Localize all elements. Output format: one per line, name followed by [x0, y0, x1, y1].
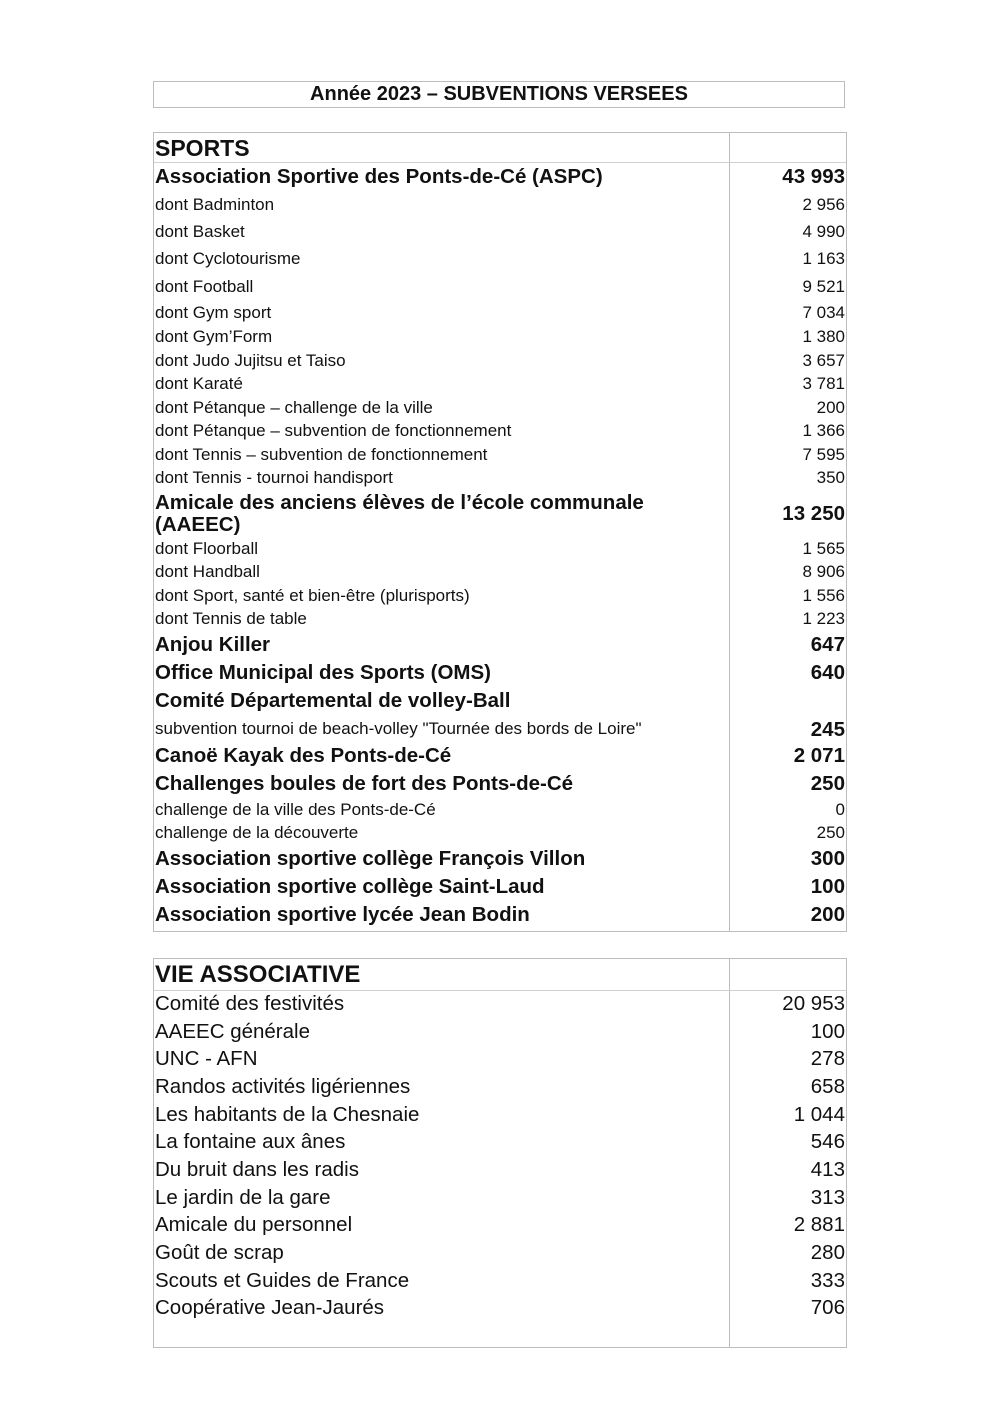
row-label: Randos activités ligériennes: [155, 1074, 411, 1098]
vie-associative-header-row: [153, 960, 847, 990]
association-row: [153, 770, 847, 798]
row-label: dont Basket: [155, 221, 245, 241]
row-amount: 413: [810, 1157, 845, 1181]
association-row: [153, 687, 847, 715]
association-row: [153, 1184, 847, 1212]
row-label: dont Gym sport: [155, 302, 272, 322]
row-amount: 278: [810, 1047, 845, 1071]
detail-row: [153, 608, 847, 632]
row-amount: 1 044: [793, 1102, 845, 1126]
row-label: dont Cyclotourisme: [155, 249, 301, 269]
association-row: [153, 1156, 847, 1184]
detail-row: [153, 798, 847, 822]
row-amount: 640: [810, 661, 845, 684]
association-row: [153, 742, 847, 770]
row-label: Association sportive lycée Jean Bodin: [155, 903, 530, 926]
row-label: Comité des festivités: [155, 991, 345, 1015]
row-amount: 1 380: [802, 326, 845, 346]
row-label: dont Karaté: [155, 374, 243, 394]
row-label: challenge de la découverte: [155, 823, 359, 843]
row-amount: 1 556: [802, 585, 845, 605]
row-label: Association sportive collège Saint-Laud: [155, 875, 545, 898]
row-amount: 100: [810, 875, 845, 898]
row-amount: 4 990: [802, 221, 845, 241]
row-amount: 350: [816, 468, 845, 488]
row-label: Scouts et Guides de France: [155, 1268, 410, 1292]
detail-row: [153, 561, 847, 585]
row-label: UNC - AFN: [155, 1047, 258, 1071]
row-amount: 280: [810, 1241, 845, 1265]
detail-row: [153, 246, 847, 274]
row-amount: 3 781: [802, 374, 845, 394]
row-label: Coopérative Jean-Jaurés: [155, 1296, 385, 1320]
row-amount: 1 565: [802, 538, 845, 558]
row-label: Challenges boules de fort des Ponts-de-Cé: [155, 772, 574, 795]
row-amount: 1 366: [802, 421, 845, 441]
vie-associative-header-amount: [729, 960, 847, 990]
row-label: dont Sport, santé et bien-être (plurisports): [155, 585, 470, 605]
row-label: challenge de la ville des Ponts-de-Cé: [155, 799, 436, 819]
row-amount: 546: [810, 1130, 845, 1154]
row-label: dont Tennis - tournoi handisport: [155, 468, 393, 488]
sports-table: [153, 133, 847, 929]
association-row: [153, 1018, 847, 1046]
row-label: Association Sportive des Ponts-de-Cé (ASPC): [155, 165, 603, 188]
row-amount: 9 521: [802, 276, 845, 296]
row-label: dont Pétanque – subvention de fonctionnement: [155, 421, 512, 441]
row-amount: 7 595: [802, 444, 845, 464]
detail-row: [153, 396, 847, 420]
detail-row: [153, 273, 847, 301]
association-row: [153, 631, 847, 659]
row-amount: 333: [810, 1268, 845, 1292]
row-amount: 200: [816, 397, 845, 417]
row-label: Goût de scrap: [155, 1241, 284, 1265]
row-amount: 250: [810, 772, 845, 795]
detail-row: [153, 218, 847, 246]
row-label: Association sportive collège François Villon: [155, 847, 586, 870]
row-amount: 3 657: [802, 350, 845, 370]
row-amount: 2 881: [793, 1213, 845, 1237]
vie-associative-header: VIE ASSOCIATIVE: [155, 961, 361, 988]
detail-row: [153, 467, 847, 491]
row-label: Comité Départemental de volley-Ball: [155, 689, 511, 712]
row-amount: 2 956: [802, 194, 845, 214]
row-amount: 100: [810, 1019, 845, 1043]
row-amount: 2 071: [793, 744, 845, 767]
association-row: [153, 1267, 847, 1295]
row-label: Amicale des anciens élèves de l’école communale (AAEEC): [155, 490, 644, 536]
detail-row: [153, 325, 847, 349]
association-row: [153, 1239, 847, 1267]
association-row: [153, 659, 847, 687]
association-row: [153, 163, 847, 191]
association-row: [153, 1128, 847, 1156]
row-label: subvention tournoi de beach-volley "Tournée des bords de Loire": [155, 718, 642, 738]
row-amount: 647: [810, 633, 845, 656]
association-row: [153, 873, 847, 901]
row-label: dont Gym’Form: [155, 326, 273, 346]
row-label: AAEEC générale: [155, 1019, 310, 1043]
association-row: [153, 901, 847, 929]
association-row: [153, 1045, 847, 1073]
row-amount: 245: [810, 718, 845, 741]
association-row: [153, 1212, 847, 1240]
row-label: dont Floorball: [155, 538, 259, 558]
row-amount: 1 163: [802, 249, 845, 269]
row-label: Le jardin de la gare: [155, 1185, 331, 1209]
detail-row: [153, 349, 847, 373]
detail-row: [153, 822, 847, 846]
association-row: [153, 1073, 847, 1101]
detail-row: [153, 301, 847, 325]
row-amount: 200: [810, 903, 845, 926]
row-amount: [729, 687, 847, 715]
row-label: Canoë Kayak des Ponts-de-Cé: [155, 744, 452, 767]
detail-row: [153, 191, 847, 218]
association-row: [153, 490, 847, 537]
detail-row: [153, 584, 847, 608]
row-label: dont Tennis de table: [155, 609, 307, 629]
row-amount: 13 250: [782, 501, 845, 525]
row-amount: 8 906: [802, 562, 845, 582]
row-label: dont Tennis – subvention de fonctionnement: [155, 444, 488, 464]
row-amount: 658: [810, 1074, 845, 1098]
detail-row: [153, 373, 847, 397]
row-label: Anjou Killer: [155, 633, 271, 656]
association-row: [153, 1101, 847, 1129]
row-amount: 1 223: [802, 609, 845, 629]
detail-row: [153, 443, 847, 467]
row-amount: 20 953: [782, 991, 845, 1015]
detail-row: [153, 715, 847, 742]
row-label: Du bruit dans les radis: [155, 1157, 359, 1181]
row-label: dont Judo Jujitsu et Taiso: [155, 350, 346, 370]
row-label: Les habitants de la Chesnaie: [155, 1102, 420, 1126]
detail-row: [153, 537, 847, 561]
vie-associative-table: [153, 960, 847, 1322]
association-row: [153, 1295, 847, 1323]
row-label: dont Handball: [155, 562, 260, 582]
row-amount: 0: [835, 799, 845, 819]
page-title: Année 2023 – SUBVENTIONS VERSEES: [153, 81, 845, 108]
row-label: La fontaine aux ânes: [155, 1130, 346, 1154]
row-label: Office Municipal des Sports (OMS): [155, 661, 492, 684]
sports-header: SPORTS: [155, 134, 250, 161]
association-row: [153, 845, 847, 873]
association-row: [153, 990, 847, 1018]
row-label: dont Pétanque – challenge de la ville: [155, 397, 433, 417]
row-amount: 300: [810, 847, 845, 870]
sports-header-row: [153, 133, 847, 163]
row-label: dont Badminton: [155, 194, 275, 214]
detail-row: [153, 420, 847, 444]
row-amount: 706: [810, 1296, 845, 1320]
row-amount: 43 993: [782, 165, 845, 188]
row-amount: 250: [816, 823, 845, 843]
row-amount: 313: [810, 1185, 845, 1209]
sports-header-amount: [729, 133, 847, 163]
row-label: Amicale du personnel: [155, 1213, 353, 1237]
row-label: dont Football: [155, 276, 254, 296]
row-amount: 7 034: [802, 302, 845, 322]
